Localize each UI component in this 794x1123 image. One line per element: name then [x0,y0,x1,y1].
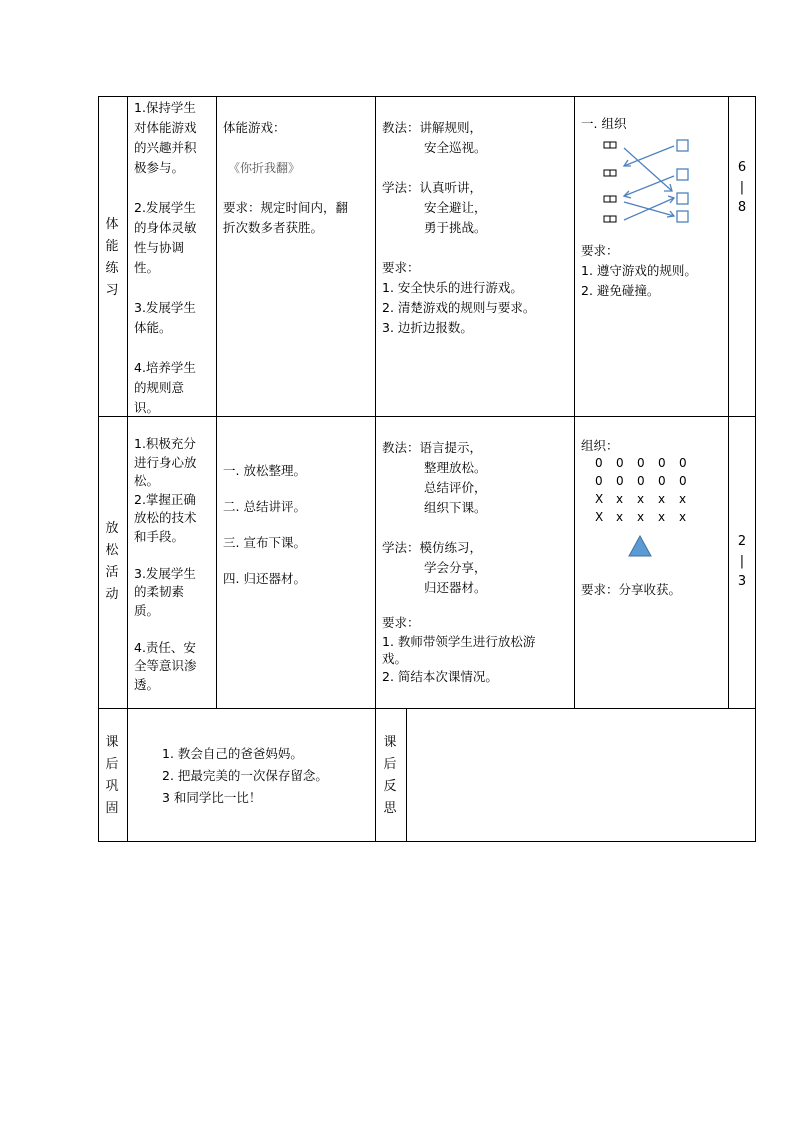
method-req-line: 2. 清楚游戏的规则与要求。 [382,300,536,315]
time-relax [734,532,750,592]
label-char: 反 [383,779,397,794]
player-marker-left [610,196,616,202]
section-label-relax [104,518,120,606]
goal-line: 1.保持学生 [134,100,196,115]
goal-line: 的身体灵敏 [134,220,197,235]
learn-label: 学法： [382,180,420,195]
consolidation-item: 1. 教会自己的爸爸妈妈。 [162,746,303,761]
label-char: 后 [383,757,397,772]
method-req-label: 要求： [382,260,420,275]
goals-fitness [134,98,197,418]
table-border-bottom [98,841,756,842]
learn-line: 安全避让， [424,200,487,215]
goal-line: 和手段。 [134,528,185,544]
col-divider-section [127,96,128,841]
reflection-label [382,732,398,820]
method-req-line: 1. 安全快乐的进行游戏。 [382,280,523,295]
teach-label: 教法： [382,440,420,455]
goal-line: 的规则意 [134,380,185,395]
row-divider-2 [98,708,756,709]
method-req-label: 要求： [382,615,420,630]
player-marker-left [604,142,610,148]
row-divider-1 [98,416,756,417]
movement-arrow [624,148,672,191]
player-marker-left [604,196,610,202]
formation-row: 0 0 0 0 0 [595,474,687,488]
content-item: 二. 总结讲评。 [223,499,306,514]
teach-line: 语言提示， [419,440,483,455]
learn-line: 归还器材。 [424,580,487,595]
method-fitness [382,118,535,338]
label-char: 巩 [105,779,119,794]
section-char: 能 [105,239,119,254]
target-marker-right [677,211,688,222]
goal-line: 性。 [134,260,160,275]
method-req-line: 1. 教师带领学生进行放松游 [382,634,536,649]
section-char: 放 [105,521,119,536]
target-marker-right [677,193,688,204]
section-char: 动 [105,587,119,602]
goal-line: 对体能游戏 [134,120,197,135]
requirement-line: 要求：规定时间内，翻 [223,200,349,215]
col-divider-goals [216,96,217,708]
teach-line: 整理放松。 [424,460,487,475]
formation-row: X x x x x [595,510,687,524]
label-char: 后 [105,757,119,772]
teach-line: 组织下课。 [424,500,487,515]
section-label-fitness [104,214,120,302]
goals-relax [134,435,197,694]
col-divider-reflect [406,708,407,841]
goal-line: 3.发展学生 [134,300,196,315]
requirement-line: 折次数多者获胜。 [223,220,324,235]
table-border-left [98,96,99,841]
method-relax [382,438,535,687]
goal-line: 的兴趣并积 [134,140,197,155]
org-title-relax: 组织： [581,438,619,453]
section-char: 活 [105,565,119,580]
goal-line: 2.发展学生 [134,200,196,215]
teach-line: 讲解规则， [419,120,483,135]
time-char: 3 [737,574,747,589]
label-char: 课 [383,735,397,750]
formation-row: X x x x x [595,492,687,506]
time-char: | [739,180,745,195]
org-requirement-relax: 要求：分享收获。 [581,582,682,597]
target-marker-right [677,140,688,151]
player-marker-left [610,142,616,148]
formation-grid [595,454,700,526]
goal-line: 4.培养学生 [134,360,196,375]
org-req-line: 1. 遵守游戏的规则。 [581,263,697,278]
learn-line: 学会分享， [424,560,487,575]
goal-line: 的柔韧素 [134,584,185,599]
org-requirements-fitness [581,241,697,301]
consolidation-items [162,743,328,809]
col-divider-org [728,96,729,708]
learn-label: 学法： [382,540,420,555]
goal-line: 1.积极充分 [134,436,196,451]
time-char: 6 [737,160,747,175]
goal-line: 4.责任、安 [134,639,196,655]
org-title-fitness: 一. 组织 [581,116,627,131]
section-char: 体 [105,217,119,232]
consolidation-label [104,732,120,820]
player-marker-left [604,216,610,222]
method-req-line: 3. 边折边报数。 [382,320,473,335]
goal-line: 放松的技术 [134,510,197,525]
time-char: | [739,554,745,569]
consolidation-item: 2. 把最完美的一次保存留念。 [162,768,328,783]
content-item: 三. 宣布下课。 [223,535,306,550]
learn-line: 勇于挑战。 [424,220,487,235]
goal-line: 进行身心放 [134,454,197,470]
player-marker-left [610,170,616,176]
goal-line: 2.掌握正确 [134,491,196,507]
goal-line: 性与协调 [134,240,185,255]
reflection-area [414,718,744,828]
time-char: 8 [737,200,747,215]
movement-arrow [624,202,674,216]
section-char: 习 [105,283,119,298]
player-marker-left [610,216,616,222]
time-char: 2 [737,534,747,549]
teach-line: 总结评价， [424,480,487,495]
section-char: 练 [105,261,119,276]
col-divider-method [574,96,575,708]
goal-line: 极参与。 [134,160,185,175]
teach-label: 教法： [382,120,420,135]
label-char: 思 [383,801,397,816]
label-char: 课 [105,735,119,750]
org-req-line: 2. 避免碰撞。 [581,283,660,298]
content-requirements-fitness [223,198,348,238]
goal-line: 全等意识渗 [134,658,197,673]
learn-line: 认真听讲， [419,180,483,195]
player-marker-left [604,170,610,176]
goal-line: 质。 [134,602,160,618]
movement-arrow [624,146,674,166]
goal-line: 松。 [134,473,160,488]
goal-line: 识。 [134,400,160,415]
goal-line: 体能。 [134,320,172,335]
content-title-fitness: 体能游戏： [223,120,286,135]
content-item: 一. 放松整理。 [223,463,306,478]
section-char: 松 [105,543,119,558]
table-border-right [755,96,756,841]
content-item: 四. 归还器材。 [223,571,306,586]
game-name: 《你折我翻》 [228,161,301,175]
label-char: 固 [105,801,119,816]
content-items-relax [223,453,306,597]
time-fitness [734,158,750,218]
method-req-line: 戏。 [382,651,408,666]
target-marker-right [677,169,688,180]
table-border-top [98,96,756,97]
method-req-line: 2. 简结本次课情况。 [382,669,498,684]
goal-line: 透。 [134,676,160,692]
teacher-triangle-icon [628,535,652,557]
learn-line: 模仿练习， [419,540,483,555]
game-formation-diagram [600,134,696,230]
teach-line: 安全巡视。 [424,140,487,155]
consolidation-item: 3 和同学比一比！ [162,790,262,805]
col-divider-content [375,96,376,841]
org-req-label: 要求： [581,243,619,258]
formation-row: 0 0 0 0 0 [595,456,687,470]
goal-line: 3.发展学生 [134,565,196,581]
